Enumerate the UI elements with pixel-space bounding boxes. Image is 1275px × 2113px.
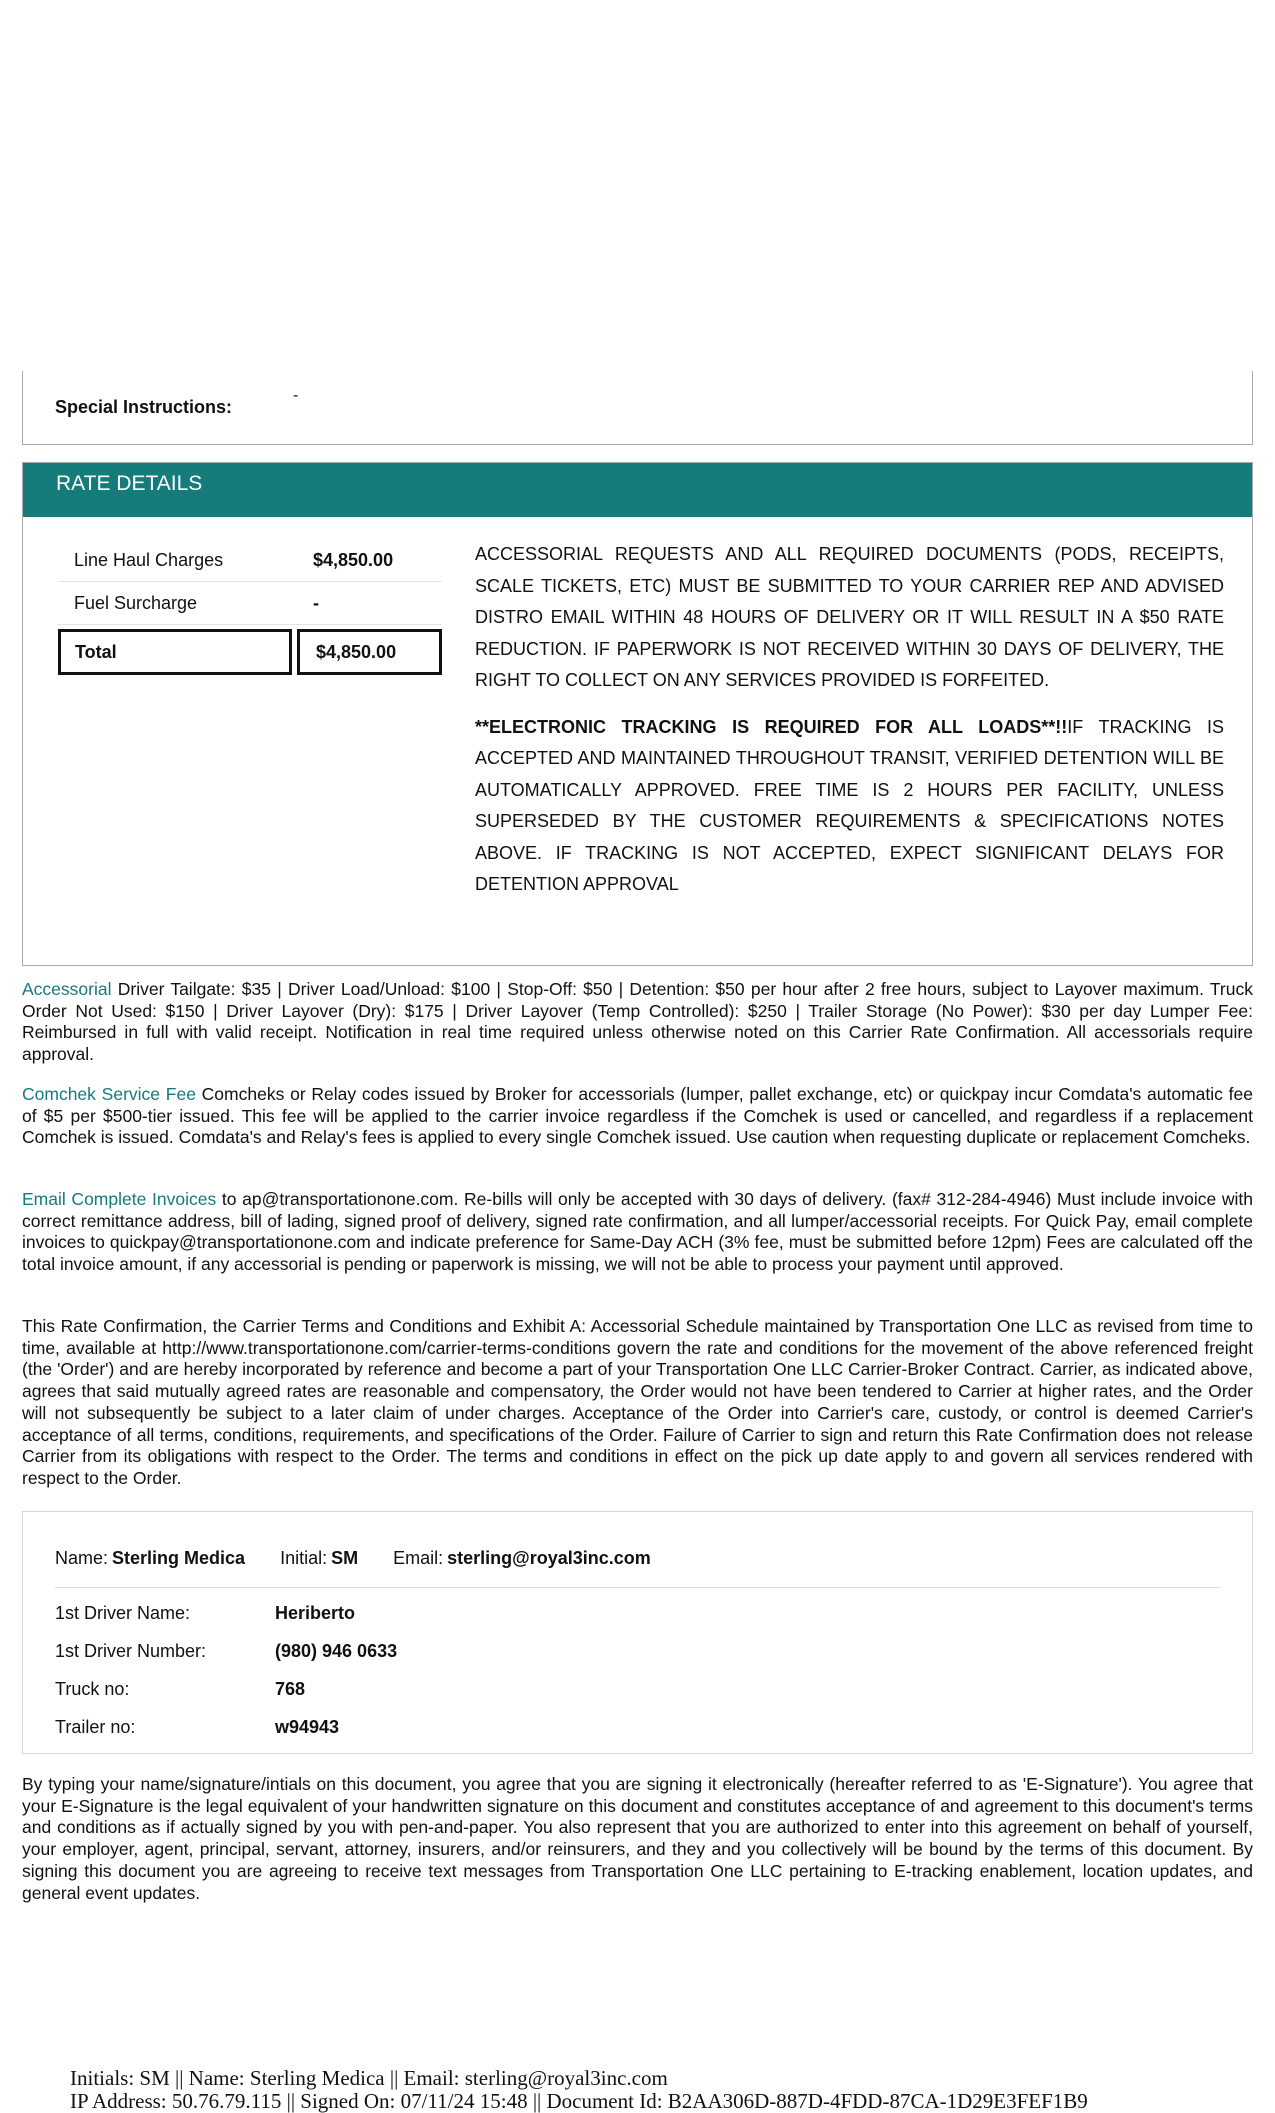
driver-row-label: 1st Driver Name: — [55, 1603, 191, 1623]
driver-row-value: Heriberto — [275, 1603, 356, 1623]
signer-email-value: sterling@royal3inc.com — [447, 1548, 651, 1568]
signer-initial — [280, 1548, 358, 1568]
signer-name — [55, 1548, 245, 1568]
charge-value: $4,850.00 — [313, 550, 394, 570]
comchek-label: Comchek Service Fee — [22, 1084, 196, 1104]
tracking-notice-text: IF TRACKING IS ACCEPTED AND MAINTAINED THROUGHOUT TRANSIT, VERIFIED DETENTION WILL BE AUTOMATICALLY APPROVED. FREE TIME IS 2 HOURS PER FACILITY, UNLESS SUPERSEDED BY THE CUSTOMER REQUIREMENTS & SPECIFICATIONS NOTES ABOVE. IF TRACKING IS NOT ACCEPTED, EXPECT SIGNIFICANT DELAYS FOR DETENTION APPROVAL — [475, 716, 1225, 894]
charges-table — [58, 539, 442, 675]
charge-row-fuel-surcharge — [58, 582, 442, 625]
comchek-paragraph — [22, 1084, 1253, 1149]
total-label: Total — [58, 629, 292, 675]
signer-initial-value: SM — [331, 1548, 359, 1568]
tracking-notice — [475, 712, 1224, 901]
esignature-paragraph: By typing your name/signature/intials on this document, you agree that you are signing it electronically (hereafter referred to as 'E-Signature'). You agree that your E-Signature is the legal equivalent of your handwritten signature on this document and constitutes acceptance of and agreement to this document's terms and conditions as if actually signed by you with pen-and-paper. You also represent that you are authorized to enter into this agreement on behalf of yourself, your employer, agent, principal, servant, attorney, insurers, and/or reinsurers, and they and you collectively will be bound by the terms of this document. By signing this document you are agreeing to receive text messages from Transportation One LLC pertaining to E-tracking enablement, location updates, and general event updates. — [22, 1774, 1253, 1903]
accessorial-label: Accessorial — [22, 979, 112, 999]
driver-row-label: Truck no: — [55, 1679, 130, 1699]
agreement-paragraph: This Rate Confirmation, the Carrier Terms and Conditions and Exhibit A: Accessorial Schedule maintained by Transportation One LLC as revised from time to time, available at http://www.transportationone.com/carrier-terms-conditions govern the rate and conditions for the movement of the above referenced freight (the 'Order') and are hereby incorporated by reference and become a part of your Transportation One LLC Carrier-Broker Contract. Carrier, as indicated above, agrees that said mutually agreed rates are reasonable and compensatory, the Order would not have been tendered to Carrier at higher rates, and the Order will not subsequently be subject to a later claim of under charges. Acceptance of the Order into Carrier's care, custody, or control is deemed Carrier's acceptance of all terms, conditions, requirements, and specifications of the Order. Failure of Carrier to sign and return this Rate Confirmation does not release Carrier from its obligations with respect to the Order. The terms and conditions in effect on the pick up date apply to and govern all services rendered with respect to the Order. — [22, 1316, 1253, 1488]
signature-footer — [70, 2067, 1088, 2113]
paperwork-notice: ACCESSORIAL REQUESTS AND ALL REQUIRED DOCUMENTS (PODS, RECEIPTS, SCALE TICKETS, ETC) MUST BE SUBMITTED TO YOUR CARRIER REP AND ADVISED DISTRO EMAIL WITHIN 48 HOURS OF DELIVERY OR IT WILL RESULT IN A $50 RATE REDUCTION. IF PAPERWORK IS NOT RECEIVED WITHIN 30 DAYS OF DELIVERY, THE RIGHT TO COLLECT ON ANY SERVICES PROVIDED IS FORFEITED. — [475, 544, 1224, 690]
signer-email — [393, 1548, 651, 1568]
signer-name-label: Name: — [55, 1548, 109, 1568]
charge-value: - — [313, 593, 319, 613]
driver-row-label: Trailer no: — [55, 1717, 136, 1737]
invoice-label: Email Complete Invoices — [22, 1189, 217, 1209]
signer-initial-label: Initial: — [280, 1548, 328, 1568]
rate-notices — [475, 539, 1224, 916]
charge-row-line-haul — [58, 539, 442, 582]
tracking-notice-bold: **ELECTRONIC TRACKING IS REQUIRED FOR ALL LOADS**!! — [475, 716, 1068, 737]
driver-row-label: 1st Driver Number: — [55, 1641, 207, 1661]
accessorial-text: Driver Tailgate: $35 | Driver Load/Unload: $100 | Stop-Off: $50 | Detention: $50 per hour after 2 free hours, subject to Layover maximum. Truck Order Not Used: $150 | Driver Layover (Dry): $175 | Driver Layover (Temp Controlled): $250 | Trailer Storage (No Power): $30 per day Lumper Fee: Reimbursed in full with valid receipt. Notification in real time required unless otherwise noted on this Carrier Rate Confirmation. All accessorials require approval. — [22, 979, 1253, 1065]
special-instructions-section — [22, 371, 1253, 445]
charge-label: Fuel Surcharge — [74, 593, 198, 613]
invoice-paragraph — [22, 1189, 1253, 1276]
special-instructions-value: - — [293, 387, 299, 404]
driver-row-value: 768 — [275, 1679, 306, 1699]
total-row — [58, 629, 442, 675]
signer-name-value: Sterling Medica — [112, 1548, 246, 1568]
driver-row-value: w94943 — [275, 1717, 340, 1737]
footer-line-1: Initials: SM || Name: Sterling Medica || Email: sterling@royal3inc.com — [70, 2066, 668, 2090]
total-value: $4,850.00 — [297, 629, 442, 675]
rate-details-section — [22, 462, 1253, 966]
driver-row-value: (980) 946 0633 — [275, 1641, 398, 1661]
signer-info — [55, 1548, 681, 1569]
special-instructions-label: Special Instructions: — [55, 397, 233, 417]
signature-section — [22, 1511, 1253, 1754]
signer-email-label: Email: — [393, 1548, 444, 1568]
charge-label: Line Haul Charges — [74, 550, 224, 570]
signature-divider — [55, 1587, 1221, 1588]
rate-details-title: RATE DETAILS — [23, 463, 1252, 517]
comchek-text: Comcheks or Relay codes issued by Broker for accessorials (lumper, pallet exchange, etc) or quickpay incur Comdata's automatic fee of $5 per $500-tier issued. This fee will be applied to the carrier invoice regardless if the Comchek is used or cancelled, and regardless if a replacement Comchek is issued. Comdata's and Relay's fees is applied to every single Comchek issued. Use caution when requesting duplicate or replacement Comcheks. — [22, 1084, 1253, 1148]
accessorial-paragraph — [22, 979, 1253, 1066]
invoice-text: to ap@transportationone.com. Re-bills will only be accepted with 30 days of delivery. (fax# 312-284-4946) Must include invoice with correct remittance address, bill of lading, signed proof of delivery, signed rate confirmation, and all lumper/accessorial receipts. For Quick Pay, email complete invoices to quickpay@transportationone.com and indicate preference for Same-Day ACH (3% fee, must be submitted before 12pm) Fees are calculated off the total invoice amount, if any accessorial is pending or paperwork is missing, we will not be able to process your payment until approved. — [22, 1189, 1254, 1275]
footer-line-2: IP Address: 50.76.79.115 || Signed On: 07/11/24 15:48 || Document Id: B2AA306D-887D-4FDD-87CA-1D29E3FEF1B9 — [70, 2089, 1088, 2113]
